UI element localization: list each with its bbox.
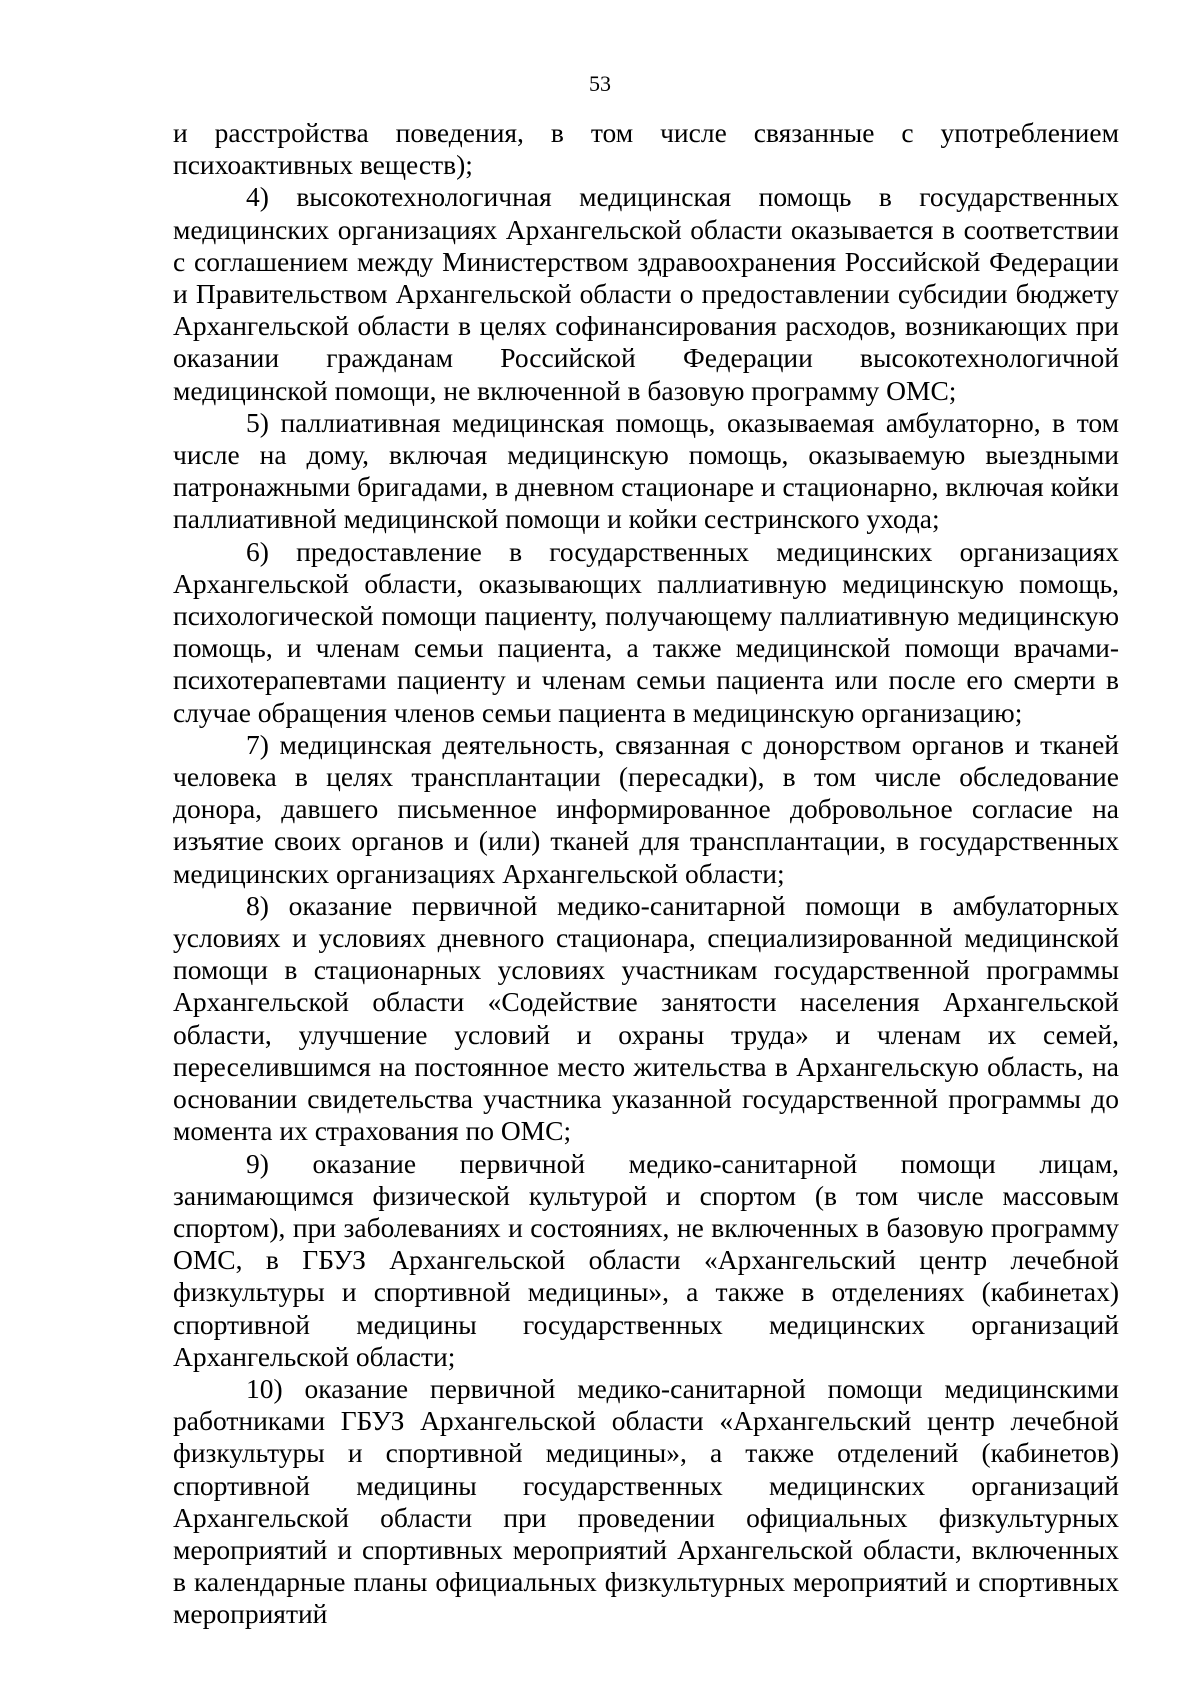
paragraph: 4) высокотехнологичная медицинская помощь в государственных медицинских организациях Архангельской области оказывается в соответствии с соглашением между Министерством здравоохранения Российской Федерации и Правительством Архангельской области о предоставлении субсидии бюджету Архангельской области в целях софинансирования расходов, возникающих при оказании гражданам Российской Федерации высокотехнологичной медицинской помощи, не включенной в базовую программу ОМС; [173,181,1119,406]
paragraph: 8) оказание первичной медико-санитарной помощи в амбулаторных условиях и условиях дневного стационара, специализированной медицинской помощи в стационарных условиях участникам государственной программы Архангельской области «Содействие занятости населения Архангельской области, улучшение условий и охраны труда» и членам их семей, переселившимся на постоянное место жительства в Архангельскую область, на основании свидетельства участника указанной государственной программы до момента их страхования по ОМС; [173,889,1119,1147]
page-number: 53 [589,71,611,96]
paragraph: 9) оказание первичной медико-санитарной помощи лицам, занимающимся физической культурой и спортом (в том числе массовым спортом), при заболеваниях и состояниях, не включенных в базовую программу ОМС, в ГБУЗ Архангельской области «Архангельский центр лечебной физкультуры и спортивной медицины», а также в отделениях (кабинетах) спортивной медицины государственных медицинских организаций Архангельской области; [173,1147,1119,1372]
paragraph: 7) медицинская деятельность, связанная с донорством органов и тканей человека в целях трансплантации (пересадки), в том числе обследование донора, давшего письменное информированное добровольное согласие на изъятие своих органов и (или) тканей для трансплантации, в государственных медицинских организациях Архангельской области; [173,728,1119,889]
paragraph: 5) паллиативная медицинская помощь, оказываемая амбулаторно, в том числе на дому, включая медицинскую помощь, оказываемую выездными патронажными бригадами, в дневном стационаре и стационарно, включая койки паллиативной медицинской помощи и койки сестринского ухода; [173,406,1119,535]
paragraph: 6) предоставление в государственных медицинских организациях Архангельской области, оказывающих паллиативную медицинскую помощь, психологической помощи пациенту, получающему паллиативную медицинскую помощь, и членам семьи пациента, а также медицинской помощи врачами-психотерапевтами пациенту и членам семьи пациента или после его смерти в случае обращения членов семьи пациента в медицинскую организацию; [173,535,1119,728]
document-body [173,117,1119,1631]
paragraph: и расстройства поведения, в том числе связанные с употреблением психоактивных веществ); [173,117,1119,181]
paragraph: 10) оказание первичной медико-санитарной помощи медицинскими работниками ГБУЗ Архангельской области «Архангельский центр лечебной физкультуры и спортивной медицины», а также отделений (кабинетов) спортивной медицины государственных медицинских организаций Архангельской области при проведении официальных физкультурных мероприятий и спортивных мероприятий Архангельской области, включенных в календарные планы официальных физкультурных мероприятий и спортивных мероприятий [173,1372,1119,1630]
